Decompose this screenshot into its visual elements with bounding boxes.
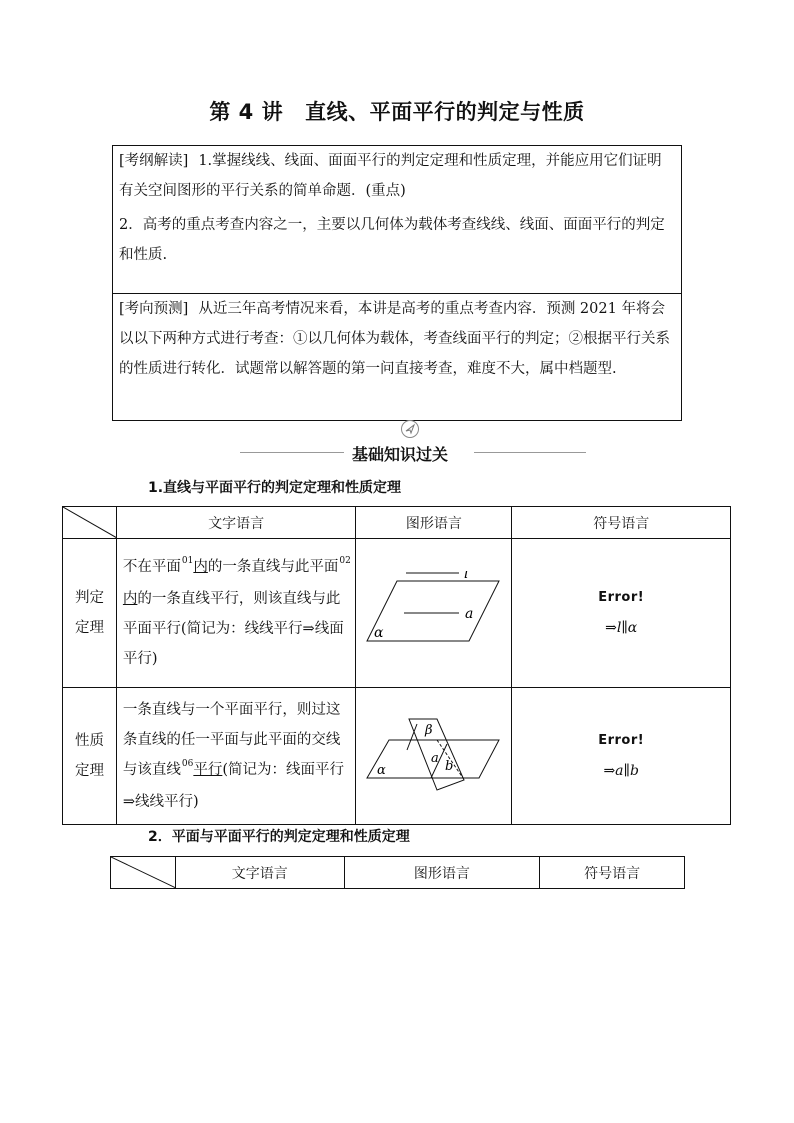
label-l: l [463,571,469,582]
label-alpha: α [376,763,386,778]
table-header-row [63,507,731,539]
row-label-line1: 判定 [74,590,104,606]
exam-forecast-text [119,294,675,384]
parallelogram-figure [359,571,509,651]
blank-answer: 平行 [193,762,223,778]
label-a: a [430,751,439,766]
exam-info-box [112,145,682,421]
blank-answer: 内 [193,559,208,575]
property-text [116,688,356,825]
plane-plane-parallel-table [110,856,685,889]
exam-forecast-body: 从近三年高考情况来看，本讲是高考的重点考查内容．预测 2021 年将会以以下两种方式进行考查：①以几何体为载体，考查线面平行的判定；②根据平行关系的性质进行转化．试题常以解答题的第一问直接考查，难度不大，属中档题型. [119,301,670,377]
header-text-lang: 文字语言 [116,507,356,539]
symbol-result: ⇒a∥b [603,763,639,779]
judgement-text [116,539,356,688]
row-label-line2: 定理 [74,620,104,636]
header-symbol-lang: 符号语言 [512,507,731,539]
diagonal-header-cell [111,857,176,889]
property-symbol [512,688,731,825]
exam-forecast-section [113,294,681,420]
exam-outline-point1-text: 1.掌握线线、线面、面面平行的判定定理和性质定理，并能应用它们证明有关空间图形的平行关系的简单命题．(重点) [119,153,662,199]
property-text-a: 一条直线与一个平面平行，则过这条直线的任一平面与此平面的交线与该直线 [122,702,341,778]
label-a: a [464,606,474,622]
blank-number: 06 [181,759,194,769]
diagonal-line [63,507,117,538]
exam-outline-tag: [考纲解读] [119,153,189,169]
symbol-error: Error! [598,590,645,605]
row-label-line2: 定理 [74,763,104,779]
section-badge-icon [400,419,420,439]
judgement-symbol [512,539,731,688]
row-label-property [63,688,117,825]
symbol-result: ⇒l∥α [605,620,638,636]
judgement-text-c: 的一条直线平行，则该直线与此平面平行(简记为：线线平行⇒线面平行) [122,591,344,667]
blank-number: 01 [181,556,194,566]
exam-forecast-tag: [考向预测] [119,301,189,317]
symbol-error: Error! [598,733,645,748]
header-figure-lang: 图形语言 [356,507,512,539]
label-b: b [444,759,454,774]
table-row-judgement [63,539,731,688]
section-rule-right [474,452,586,453]
row-label-line1: 性质 [74,733,104,749]
intersecting-planes-figure [359,714,509,794]
section-rule-left [240,452,344,453]
table-header-row [111,857,685,889]
property-figure [356,688,512,825]
exam-outline-section [113,146,681,294]
table-row-property [63,688,731,825]
diagonal-line [111,857,176,888]
row-label-judgement [63,539,117,688]
judgement-figure [356,539,512,688]
blank-number: 02 [339,556,351,566]
page-title [0,96,794,126]
blank-answer: 内 [122,591,138,607]
header-symbol-lang: 符号语言 [540,857,685,889]
subsection-2-title: 2．平面与平面平行的判定定理和性质定理 [148,829,410,845]
diagonal-header-cell [63,507,117,539]
section-header: 基础知识过关 [352,445,449,464]
label-beta: β [424,723,433,738]
header-figure-lang: 图形语言 [344,857,540,889]
exam-outline-point2: 2．高考的重点考查内容之一，主要以几何体为载体考查线线、线面、面面平行的判定和性质. [119,217,665,263]
judgement-text-b: 的一条直线与此平面 [207,559,339,575]
line-plane-parallel-table [62,506,731,825]
exam-outline-point1 [119,146,675,206]
label-alpha: α [373,625,384,641]
subsection-1-title: 1.直线与平面平行的判定定理和性质定理 [148,480,402,496]
lecture-topic: 直线、平面平行的判定与性质 [305,100,585,124]
header-text-lang: 文字语言 [175,857,344,889]
judgement-text-a: 不在平面 [122,559,181,575]
property-text-b: (简记为：线面平行⇒线线平行) [122,762,345,810]
lecture-number: 第 4 讲 [209,100,284,124]
